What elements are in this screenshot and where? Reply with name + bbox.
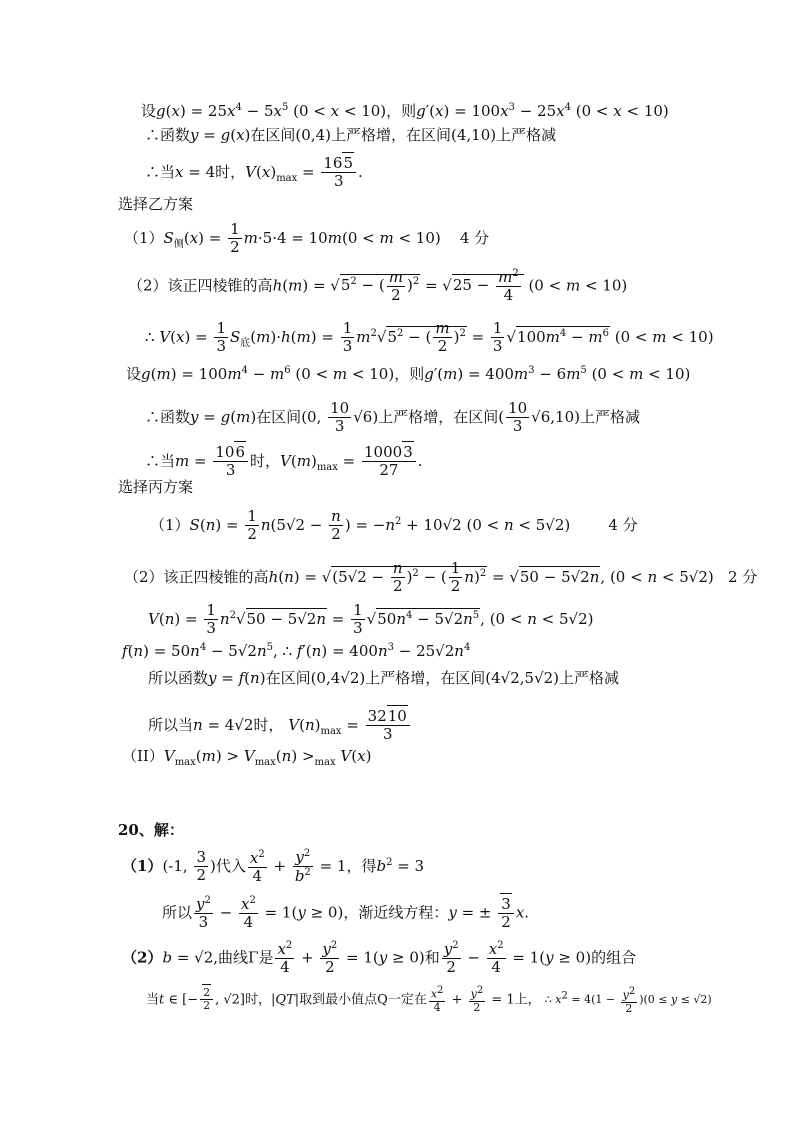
text-de: ，得 bbox=[346, 856, 377, 875]
label-b1: （1） bbox=[150, 515, 190, 534]
frac-sqrt3-2: $\frac{3}{2}$ bbox=[498, 896, 514, 932]
frac-32sqrt10-3: $\frac{3210}{3}$ bbox=[366, 708, 410, 744]
frac-y2-2a: $\frac{y^2}{2}$ bbox=[322, 940, 338, 977]
line-bing-mono: 所以函数y = f(n)在区间(0,4√2)上严格增，在区间(4√2,5√2)上严格减 bbox=[148, 669, 620, 687]
text-shang-zeng-c: 上严格增，在区间 bbox=[365, 669, 486, 687]
frac-10-3b: $\frac{10}{3}$ bbox=[508, 399, 528, 436]
heading-yi: 选择乙方案 bbox=[118, 195, 194, 213]
frac-1000sqrt3-27: $\frac{10003}{27}$ bbox=[362, 444, 416, 480]
line-20-1: （1）(-1, $\frac{3}{2}$ )代入 $\frac{x^2}{4}$ + $\frac{y^2}{b^2}$ = 1，得$b^2 = 3$ bbox=[122, 848, 425, 886]
heading-20: 20、解： bbox=[118, 821, 184, 839]
text-zai-qujian: 在区间 bbox=[250, 126, 296, 144]
line-20-2: （2）b = √2,曲线Γ是 $\frac{x^2}{4}$ + $\frac{y^2}{2}$ = 1(y ≥ 0)和 $\frac{y^2}{2}$ − $\frac{x^2}{4}$ = 1(y ≥ 0)的组合 bbox=[122, 940, 637, 977]
text-dairu: 代入 bbox=[215, 856, 246, 875]
text-dang: 当 bbox=[146, 992, 160, 1008]
label-b2: （2） bbox=[124, 567, 164, 586]
text-shang-zeng-b: 上严格增，在区间 bbox=[378, 407, 499, 426]
text-shi-d: 时， bbox=[245, 992, 272, 1008]
label-p1: （1） bbox=[124, 228, 164, 247]
frac-sqrt2-2: $\frac{2}{2}$ bbox=[200, 987, 213, 1013]
text-fen4-b: 4 分 bbox=[608, 515, 638, 534]
line-20-1b: 所以 $\frac{y^2}{3}$ − $\frac{x^2}{4}$ = 1(y ≥ 0)，渐近线方程：y = ± $\frac{3}{2}$ x. bbox=[162, 894, 530, 932]
text-zai-qujian-c: 在区间 bbox=[265, 669, 311, 687]
frac-10-3a: $\frac{10}{3}$ bbox=[330, 399, 350, 436]
frac-x2-4c: $\frac{x^2}{4}$ bbox=[277, 940, 293, 977]
frac-y2-2d: $\frac{y^2}{2}$ bbox=[622, 985, 636, 1015]
text-suoyi-dang: 所以当 bbox=[148, 715, 194, 734]
text-shang: 上， bbox=[514, 992, 541, 1008]
text-shang-jian-b: 上严格减 bbox=[579, 407, 640, 426]
frac-half-b: $\frac{1}{2}$ bbox=[247, 507, 257, 544]
frac-y2-2c: $\frac{y^2}{2}$ bbox=[470, 985, 484, 1015]
text-therefore-dang: ∴当 bbox=[145, 162, 176, 181]
frac-half-c: $\frac{1}{2}$ bbox=[450, 559, 461, 596]
text-she: 设 bbox=[141, 102, 157, 120]
line-II: $(II)V_{max}(m) > V_{max}(n) >_{max}$ V(x) bbox=[122, 747, 372, 768]
text-therefore-func-b: ∴函数 bbox=[145, 407, 191, 426]
frac-third-e: $\frac{1}{3}$ bbox=[353, 601, 363, 638]
text-shi: 时， bbox=[215, 162, 246, 181]
line-bing-max: 所以当n = 4√2时， $V(n)_{max}$ = $\frac{3210}{3}$ bbox=[148, 708, 412, 744]
line-yi-gm: 设$g(m) = 100m^4 - m^6$ (0 < m < 10)，则$g'(m) = 400m^3 - 6m^5$ (0 < m < 10) bbox=[126, 365, 691, 383]
text-therefore-dang-b: ∴当 bbox=[145, 451, 176, 470]
label-p2: （2） bbox=[128, 276, 168, 295]
frac-third-a: $\frac{1}{3}$ bbox=[216, 319, 226, 356]
frac-m2-4: $\frac{m^2}{4}$ bbox=[498, 268, 519, 305]
frac-third-b: $\frac{1}{3}$ bbox=[342, 319, 353, 356]
line-gx-mono: ∴函数y = g(x)在区间(0,4)上严格增，在区间(4,10)上严格减 bbox=[145, 126, 557, 144]
frac-x2-4a: $\frac{x^2}{4}$ bbox=[249, 848, 265, 885]
line-20-2b: 当t ∈ [− $\frac{2}{2}$ , √2]时，|QT|取到最小值点Q一定在 $\frac{x^2}{4}$ + $\frac{y^2}{2}$ = 1上， ∴ $x^2 = 4(1$ − $\frac{y^2}{2}$ )(0 ≤ y ≤ √2) bbox=[146, 985, 712, 1015]
text-quxian: ,曲线Γ是 bbox=[213, 948, 274, 967]
text-zuhe: 的组合 bbox=[591, 948, 637, 967]
label-pII: （II） bbox=[122, 747, 164, 765]
frac-m-2b: $\frac{m}{2}$ bbox=[435, 319, 450, 356]
text-zai-qujian-b: 在区间 bbox=[256, 407, 302, 426]
line-yi-vx: ∴ V(x) = $\frac{1}{3}$ $S_底(m)\cdot h(m)$ = $\frac{1}{3}$ $m^2√5^2$ − ( $\frac{m}{2}$ )$^2$ = $\frac{1}{3}$ $√100m^4 - m^6$ (0 < m < 10) bbox=[145, 319, 714, 356]
text-therefore-func: ∴函数 bbox=[145, 126, 191, 144]
text-jianjin: ，渐近线方程： bbox=[343, 903, 449, 922]
text-qudao: 取到最小值点Q一定在 bbox=[299, 992, 427, 1008]
frac-n-2b: $\frac{n}{2}$ bbox=[392, 559, 403, 596]
text-shang-jian: 上严格减 bbox=[496, 126, 557, 144]
frac-third-d: $\frac{1}{3}$ bbox=[206, 601, 216, 638]
line-bing-2: （2）该正四棱锥的高h(n) = √(5√2 − $\frac{n}{2}$ )$^2$ − ( $\frac{1}{2}$ n)$^2$ = √50 − 5√2n, (0 < n < 5√2) 2 分 bbox=[124, 559, 758, 596]
text-ze: ，则 bbox=[386, 102, 417, 120]
frac-m-2: $\frac{m}{2}$ bbox=[388, 267, 403, 304]
line-vx-max: ∴当x = 4时，$V(x)_{max}$ = $\frac{165}{3}$ . bbox=[145, 154, 363, 191]
text-gai-gao: 该正四棱锥的高 bbox=[167, 276, 273, 295]
line-bing-1: （1）S(n) = $\frac{1}{2}$ n(5√2 − $\frac{n}{2}$ ) = $-n^2 + 10√2$ (0 < n < 5√2) 4 分 bbox=[150, 507, 638, 544]
line-yi-1: $(1)S_侧(x)$ = $\frac{1}{2}$ m·5·4 = 10m(0 < m < 10) 4 分 bbox=[124, 220, 490, 257]
line-gx-def: 设$g(x) = 25x^4 - 5x^5$ (0 < x < 10)，则$g'(x) = 100x^3 - 25x^4$ (0 < x < 10) bbox=[141, 102, 669, 120]
frac-y2-b2: $\frac{y^2}{b^2}$ bbox=[294, 848, 311, 886]
text-shi-c: 时， bbox=[253, 715, 284, 734]
text-suoyi: 所以 bbox=[162, 903, 193, 922]
frac-half-a: $\frac{1}{2}$ bbox=[230, 220, 240, 257]
line-bing-vn: V(n) = $\frac{1}{3}$ $n^2√50 - 5√2n$ = $\frac{1}{3}$ $√50n^4 - 5√2n^5$, (0 < n < 5√2) bbox=[148, 601, 594, 638]
text-ze-b: ，则 bbox=[394, 365, 425, 383]
frac-16sqrt5-3: $\frac{165}{3}$ bbox=[321, 155, 356, 191]
text-shang-zeng: 上严格增，在区间 bbox=[330, 126, 451, 144]
line-yi-mono: ∴函数y = g(m)在区间(0, $\frac{10}{3}$ √6)上严格增，在区间( $\frac{10}{3}$ √6,10)上严格减 bbox=[145, 399, 640, 436]
text-shi-b: 时， bbox=[250, 451, 281, 470]
line-yi-2: （2）该正四棱锥的高$h(m) = √5^2$ − ( $\frac{m}{2}$ )$^2$ = √25 − $\frac{m^2}{4}$ (0 < m < 10) bbox=[128, 267, 628, 305]
frac-n-2: $\frac{n}{2}$ bbox=[331, 507, 341, 544]
label-20-2: （2） bbox=[122, 948, 163, 967]
frac-x2-4d: $\frac{x^2}{4}$ bbox=[488, 940, 504, 977]
line-yi-max: ∴当m = $\frac{106}{3}$ 时，$V(m)_{max}$ = $\frac{10003}{27}$ . bbox=[145, 443, 423, 480]
text-gai-gao-b: 该正四棱锥的高 bbox=[163, 567, 269, 586]
frac-3-2: $\frac{3}{2}$ bbox=[196, 848, 206, 885]
heading-bing: 选择丙方案 bbox=[118, 478, 194, 496]
line-bing-fn: $f(n) = 50n^4 - 5√2n^5$, ∴ $f'(n) = 400n^3 - 25√2n^4$ bbox=[122, 642, 471, 660]
text-fen2: 2 分 bbox=[728, 567, 758, 586]
frac-x2-4e: $\frac{x^2}{4}$ bbox=[430, 985, 444, 1015]
frac-x2-4b: $\frac{x^2}{4}$ bbox=[240, 895, 256, 932]
text-he: 和 bbox=[424, 948, 440, 967]
text-shang-jian-c: 上严格减 bbox=[559, 669, 620, 687]
frac-third-c: $\frac{1}{3}$ bbox=[492, 319, 503, 356]
frac-y2-3: $\frac{y^2}{3}$ bbox=[196, 895, 211, 932]
frac-10sqrt6-3: $\frac{106}{3}$ bbox=[213, 444, 248, 480]
text-fen4-a: 4 分 bbox=[459, 228, 490, 247]
label-20-1: （1） bbox=[122, 856, 163, 875]
frac-y2-2b: $\frac{y^2}{2}$ bbox=[443, 940, 459, 977]
text-suoyi-func: 所以函数 bbox=[148, 669, 209, 687]
text-she-b: 设 bbox=[126, 365, 142, 383]
